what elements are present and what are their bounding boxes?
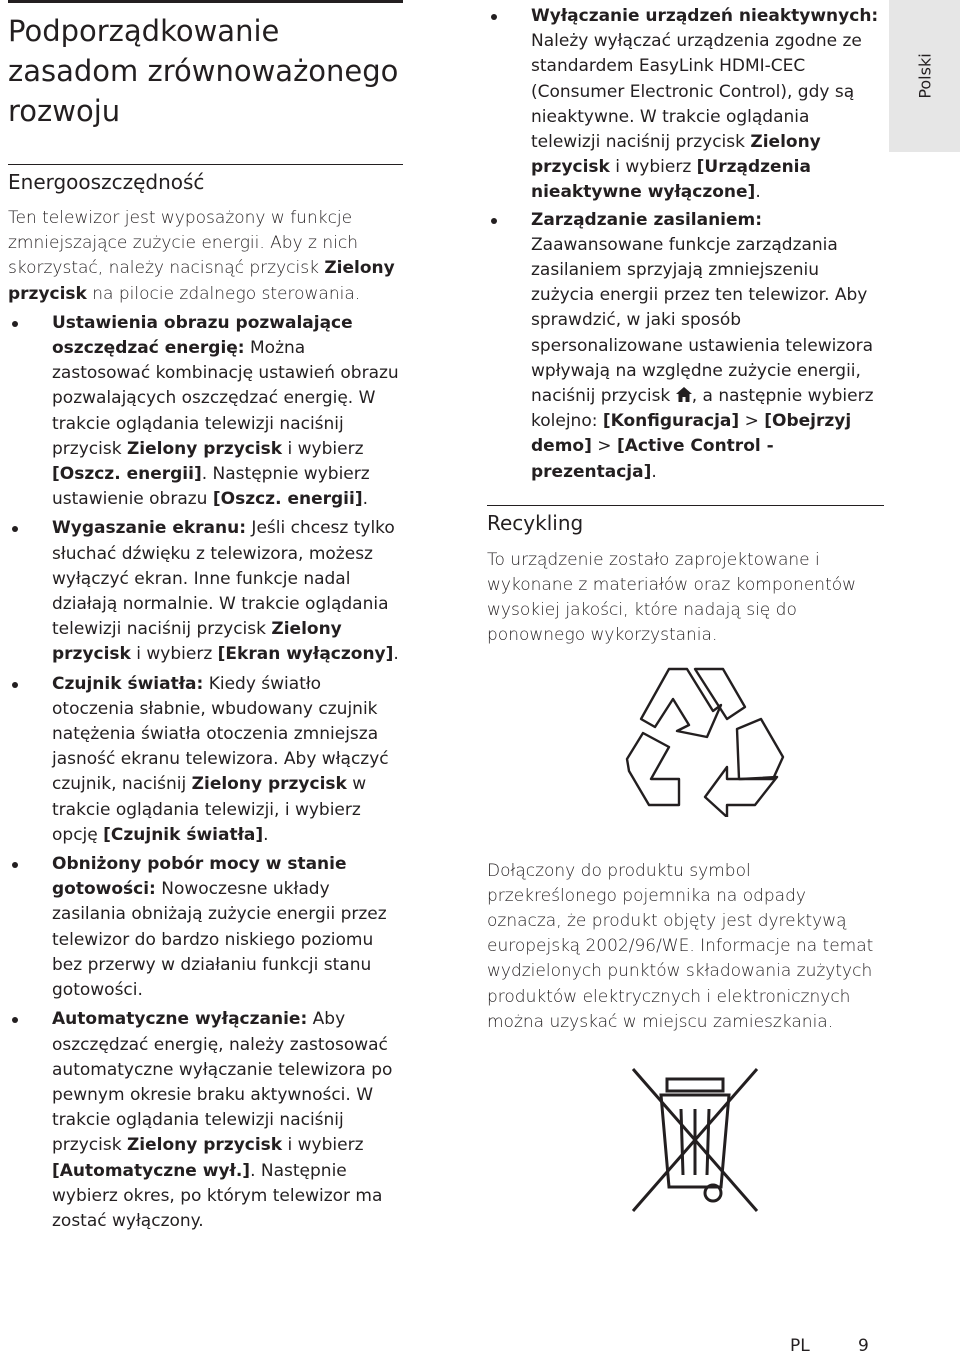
energy-heading: Energooszczędność bbox=[8, 170, 205, 194]
footer-language: PL bbox=[790, 1336, 810, 1356]
recycling-para-1: To urządzenie zostało zaprojektowane i wykonane z materiałów oraz komponentów wysokiej jakości, które nadają się do ponownego wykorzystania. bbox=[487, 549, 857, 646]
language-tab bbox=[889, 0, 960, 152]
right-column bbox=[487, 4, 884, 1215]
section-rule bbox=[8, 164, 403, 165]
section-rule bbox=[487, 505, 884, 506]
language-tab-label: Polski bbox=[915, 53, 934, 99]
energy-intro: Ten telewizor jest wyposażony w funkcje zmniejszające zużycie energii. Aby z nich skorzystać, należy nacisnąć przycisk Zielony przycisk na pilocie zdalnego sterowania. bbox=[8, 208, 395, 304]
list-item: Obniżony pobór mocy w stanie gotowości: Nowoczesne układy zasilania obniżają zużycie energii przez telewizor do bardzo niskiego poziomu bez przerwy w działaniu funkcji stanu gotowości. bbox=[8, 852, 403, 1003]
home-icon bbox=[676, 387, 692, 402]
list-item: Wyłączanie urządzeń nieaktywnych: Należy wyłączać urządzenia zgodne ze standardem EasyLink HDMI-CEC (Consumer Electronic Control), gdy są nieaktywne. W trakcie oglądania telewizji naciśnij przycisk Zielony przycisk i wybierz [Urządzenia nieaktywne wyłączone]. bbox=[487, 4, 884, 206]
list-item: Wygaszanie ekranu: Jeśli chcesz tylko słuchać dźwięku z telewizora, możesz wyłączyć ekran. Inne funkcje nadal działają normalnie. W trakcie oglądania telewizji naciśnij przycisk Zielony przycisk i wybierz [Ekran wyłączony]. bbox=[8, 516, 403, 667]
page-title: Podporządkowanie zasadom zrównoważonego rozwoju bbox=[8, 14, 399, 128]
list-item: Ustawienia obrazu pozwalające oszczędzać energię: Można zastosować kombinację ustawień obrazu pozwalających oszczędzać energię. W trakcie oglądania telewizji naciśnij przycisk Zielony przycisk i wybierz [Oszcz. energii]. Następnie wybierz ustawienie obrazu [Oszcz. energii]. bbox=[8, 311, 403, 513]
energy-list bbox=[8, 311, 403, 1234]
recycling-heading: Recykling bbox=[487, 510, 584, 535]
list-item: Zarządzanie zasilaniem: Zaawansowane funkcje zarządzania zasilaniem sprzyjają zmniejszeniu zużycia energii przez ten telewizor. Aby sprawdzić, w jaki sposób spersonalizowane ustawienia telewizora wpływają na względne zużycie energii, naciśnij przycisk , a następnie wybierz kolejno: [Konfiguracja] > [Obejrzyj demo] > [Active Control - prezentacja]. bbox=[487, 208, 884, 485]
list-item: Automatyczne wyłączanie: Aby oszczędzać energię, należy zastosować automatyczne wyłączanie telewizora po pewnym okresie braku aktywności. W trakcie oglądania telewizji naciśnij przycisk Zielony przycisk i wybierz [Automatyczne wył.]. Następnie wybierz okres, po którym telewizor ma zostać wyłączony. bbox=[8, 1007, 403, 1234]
recycling-para-2: Dołączony do produktu symbol przekreślonego pojemnika na odpady oznacza, że produkt objęty jest dyrektywą europejską 2002/96/WE. Informacje na temat wydzielonych punktów składowania zużytych produktów elektrycznych i elektronicznych można uzyskać w miejscu zamieszkania. bbox=[487, 860, 874, 1032]
right-list bbox=[487, 4, 884, 485]
left-column bbox=[8, 0, 403, 1234]
recycle-icon bbox=[621, 667, 821, 817]
page-number: 9 bbox=[858, 1336, 869, 1356]
crossed-bin-icon bbox=[627, 1065, 767, 1215]
list-item: Czujnik światła: Kiedy światło otoczenia słabnie, wbudowany czujnik natężenia światła otoczenia zmniejsza jasność ekranu telewizora. Aby włączyć czujnik, naciśnij Zielony przycisk w trakcie oglądania telewizji, i wybierz opcję [Czujnik światła]. bbox=[8, 672, 403, 848]
